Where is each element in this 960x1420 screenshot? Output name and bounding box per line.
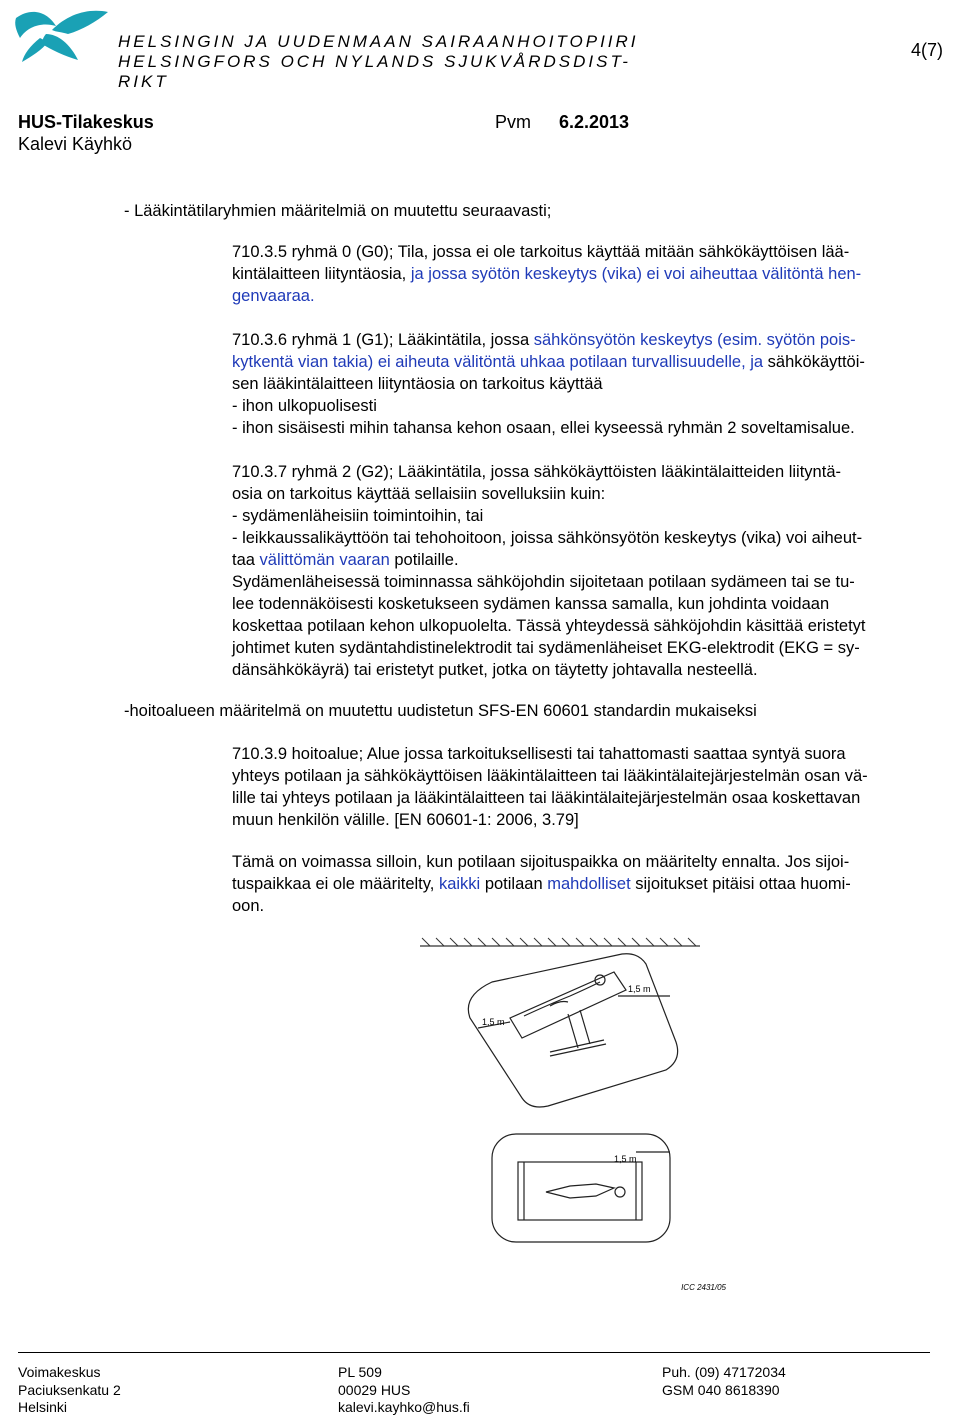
g2-line: koskettaa potilaan kehon ulkopuolelta. Tässä yhteydessä sähköjohdin käsittää eristetyt xyxy=(232,617,866,635)
author-name: Kalevi Käyhkö xyxy=(18,134,133,154)
g1-line: - ihon sisäisesti mihin tahansa kehon osaan, ellei kyseessä ryhmän 2 soveltamisalue. xyxy=(232,419,855,437)
validity-line: Tämä on voimassa silloin, kun potilaan sijoituspaikka on määritelty ennalta. Jos sijoi- xyxy=(232,853,850,871)
care-line: yhteys potilaan ja sähkökäyttöisen lääkintälaitteen tai lääkintälaitejärjestelmän osan vä- xyxy=(232,767,868,785)
validity-line: oon. xyxy=(232,897,265,915)
top-view-bed xyxy=(518,1162,642,1220)
g2-line: dänsähkökäyrä) tai eristetyt putket, jotka on täytetty johtavalla nesteellä. xyxy=(232,661,758,679)
care-line: lille tai yhteys potilaan ja lääkintälaitteen tai lääkintälaitejärjestelmän osaa koskettavan xyxy=(232,789,861,807)
g1-line: kytkentä vian takia) ei aiheuta välitöntä uhkaa potilaan turvallisuudelle, ja sähkökäyttöi- xyxy=(232,353,865,371)
g2-line: Sydämenläheisessä toiminnassa sähköjohdin sijoitetaan potilaan sydämeen tai se tu- xyxy=(232,573,855,591)
intro-line: - Lääkintätilaryhmien määritelmiä on muutettu seuraavasti; xyxy=(124,202,552,220)
side-view-patient xyxy=(524,982,600,1016)
care-intro-line: -hoitoalueen määritelmä on muutettu uudistetun SFS-EN 60601 standardin mukaiseksi xyxy=(124,702,757,720)
date-value: 6.2.2013 xyxy=(559,112,630,132)
footer-email-link[interactable]: kalevi.kayhko@hus.fi xyxy=(338,1399,470,1415)
figure-code: ICC 2431/05 xyxy=(681,1283,726,1292)
g1-line: sen lääkintälaitteen liityntäosia on tarkoitus käyttää xyxy=(232,375,603,393)
g2-line: - sydämenläheisiin toimintoihin, tai xyxy=(232,507,484,525)
footer-address-column: Voimakeskus Paciuksenkatu 2 Helsinki xyxy=(18,1364,121,1415)
g2-line: johtimet kuten sydäntahdistinelektrodit tai sydämenläheiset EKG-elektrodit (EKG = sy- xyxy=(232,639,860,657)
side-view-table xyxy=(510,972,626,1038)
top-view-envelope xyxy=(492,1134,670,1242)
g0-line: kintälaitteen liityntäosia, ja jossa syötön keskeytys (vika) ei voi aiheuttaa välitöntä hen- xyxy=(232,265,862,283)
g0-line: genvaaraa. xyxy=(232,287,315,305)
org-name-finnish: HELSINGIN JA UUDENMAAN SAIRAANHOITOPIIRI xyxy=(118,32,639,51)
care-line: 710.3.9 hoitoalue; Alue jossa tarkoituksellisesti tai tahattomasti saattaa syntyä suora xyxy=(232,745,846,763)
org-name-swedish: HELSINGFORS OCH NYLANDS SJUKVÅRDSDIST- xyxy=(118,52,631,71)
org-name-swedish-cont: RIKT xyxy=(118,72,169,91)
dim-label-2: 1,5 m xyxy=(482,1017,505,1027)
page-number: 4(7) xyxy=(911,40,944,60)
ceiling-hatch xyxy=(422,938,696,946)
g1-line: 710.3.6 ryhmä 1 (G1); Lääkintätila, jossa sähkönsyötön keskeytys (esim. syötön pois- xyxy=(232,331,856,349)
dim-label-1: 1,5 m xyxy=(628,984,651,994)
patient-environment-figure xyxy=(400,930,730,1300)
hus-logo xyxy=(12,4,112,64)
g2-line: - leikkaussalikäyttöön tai tehohoitoon, joissa sähkönsyötön keskeytys (vika) voi aiheut- xyxy=(232,529,863,547)
g0-line: 710.3.5 ryhmä 0 (G0); Tila, jossa ei ole tarkoitus käyttää mitään sähkökäyttöisen lää- xyxy=(232,243,850,261)
g1-line: - ihon ulkopuolisesti xyxy=(232,397,377,415)
top-view-patient xyxy=(546,1184,614,1198)
unit-name: HUS-Tilakeskus xyxy=(18,112,154,132)
footer-postal-column: PL 509 00029 HUS kalevi.kayhko@hus.fi xyxy=(338,1364,470,1415)
g2-line: lee todennäköisesti kosketukseen sydämen kanssa samalla, kun johdinta voidaan xyxy=(232,595,830,613)
g2-line: taa välittömän vaaran potilaille. xyxy=(232,551,459,569)
g2-line: osia on tarkoitus käyttää sellaisiin sovelluksiin kuin: xyxy=(232,485,606,503)
footer-divider xyxy=(18,1352,930,1353)
footer-phone-column: Puh. (09) 47172034 GSM 040 8618390 xyxy=(662,1364,786,1398)
care-line: muun henkilön välille. [EN 60601-1: 2006, 3.79] xyxy=(232,811,579,829)
date-label: Pvm xyxy=(495,112,531,132)
g2-line: 710.3.7 ryhmä 2 (G2); Lääkintätila, jossa sähkökäyttöisten lääkintälaitteiden liityntä- xyxy=(232,463,841,481)
dim-label-3: 1,5 m xyxy=(614,1154,637,1164)
validity-line: tuspaikkaa ei ole määritelty, kaikki potilaan mahdolliset sijoitukset pitäisi ottaa huomi- xyxy=(232,875,851,893)
